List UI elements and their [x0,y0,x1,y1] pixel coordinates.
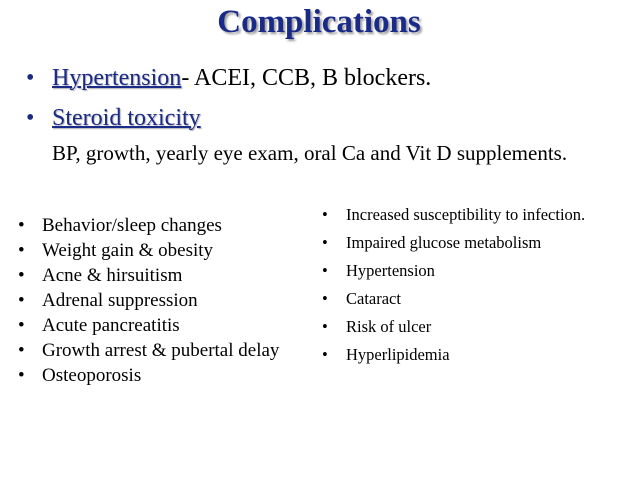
list-item [322,317,622,337]
steroid-side-effects-list-left [18,215,298,390]
list-item [18,290,298,311]
bullet-marker: • [18,340,25,361]
bullet-marker: • [322,205,328,224]
list-item [322,205,622,225]
list-item [322,261,622,281]
list-item-text: Hypertension [346,261,435,280]
bullet-marker: • [18,265,25,286]
bullet-marker: • [26,105,35,131]
list-item-text: Acute pancreatitis [42,315,180,336]
bullet-marker: • [322,261,328,280]
list-item-text: Increased susceptibility to infection. [346,205,586,224]
list-item-text: Cataract [346,289,401,308]
main-bullet-steroid-toxicity [26,104,201,132]
steroid-side-effects-list-right [322,205,622,373]
list-item-text: Acne & hirsuitism [42,265,183,286]
list-item-text: Risk of ulcer [346,317,432,336]
list-item [322,289,622,309]
list-item-text: Osteoporosis [42,365,142,386]
list-item [18,265,298,286]
steroid-monitoring-note: BP, growth, yearly eye exam, oral Ca and Vit D supplements. [52,141,568,165]
main-bullet-hypertension [26,64,431,92]
list-item [18,365,298,386]
list-item [322,345,622,365]
bullet-marker: • [18,240,25,261]
list-item-text: Adrenal suppression [42,290,198,311]
list-item [322,233,622,253]
bullet-marker: • [18,365,25,386]
bullet-marker: • [18,290,25,311]
list-item [18,315,298,336]
bullet-marker: • [18,315,25,336]
list-item [18,340,298,361]
list-item-text: Weight gain & obesity [42,240,214,261]
bullet-marker: • [322,289,328,308]
bullet-marker: • [322,317,328,336]
hypertension-treatment: - ACEI, CCB, B blockers. [181,65,432,91]
list-item-text: Growth arrest & pubertal delay [42,340,280,361]
list-item-text: Impaired glucose metabolism [346,233,542,252]
list-item [18,240,298,261]
bullet-marker: • [322,233,328,252]
steroid-toxicity-term: Steroid toxicity [52,105,201,131]
bullet-marker: • [26,65,35,91]
bullet-marker: • [322,345,328,364]
hypertension-term: Hypertension [52,65,182,91]
list-item [18,215,298,236]
list-item-text: Hyperlipidemia [346,345,450,364]
slide-title: Complications [217,4,421,40]
list-item-text: Behavior/sleep changes [42,215,222,236]
bullet-marker: • [18,215,25,236]
